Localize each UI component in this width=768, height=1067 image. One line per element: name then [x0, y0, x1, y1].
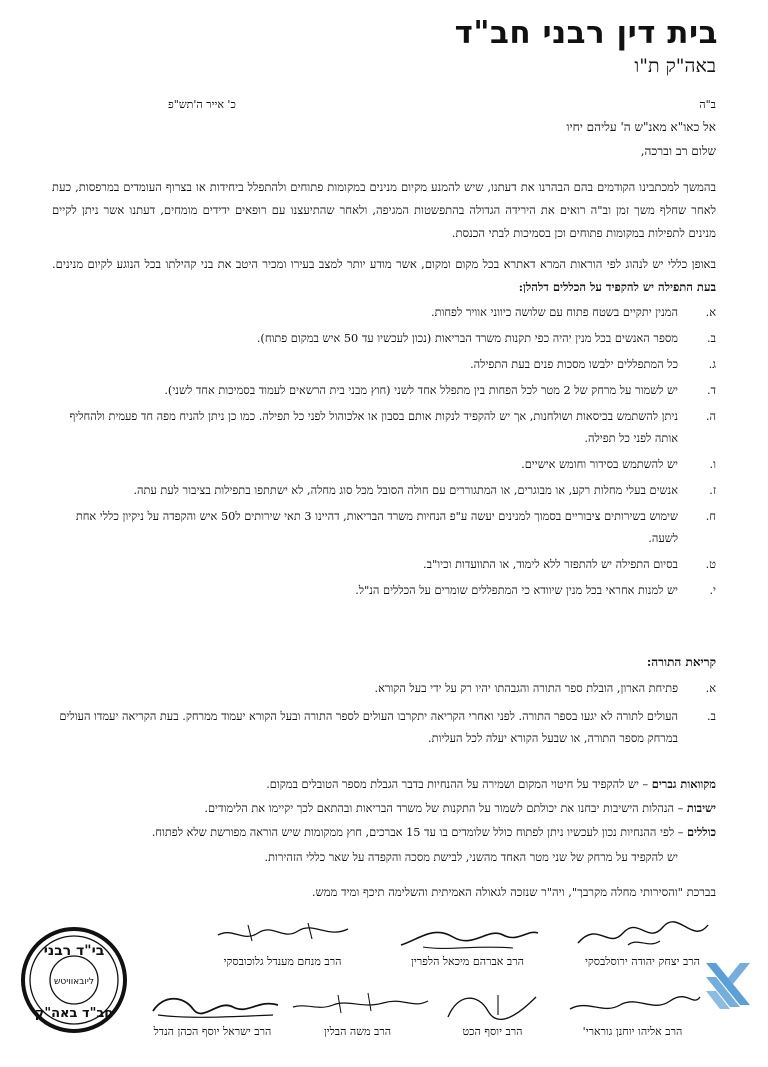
court-stamp — [20, 925, 128, 1035]
rule-text: יש להשתמש בסידור וחומש אישיים. — [521, 458, 678, 471]
rule-mark: ז. — [709, 484, 716, 497]
torah-text: העולים לתורה לא יגעו בספר התורה. לפני ואחרי הקריאה יתקרבו העולים לספר התורה ובעל הקורא יעמוד ממרחק. בעת הקריאה יעמדו העולים במרחק מספר התורה, או שבעל הקורא יעלה לכל העליות. — [59, 710, 678, 745]
rule-text: ניתן להשתמש בכיסאות ושולחנות, אך יש להקפיד לנקות אותם בסבון או אלכוהול לפני כל תפילה. כמו כן ניתן להניח מפה חד פעמית ולהחליף אותה לפני כל תפילה. — [69, 410, 678, 445]
torah-text: פתיחת הארון, הובלת ספר התורה והגבהתו יהיו רק על ידי בעל הקורא. — [374, 682, 678, 695]
general-paragraph-emphasis: בעת התפילה יש להקפיד על הכללים דלהלן: — [518, 280, 716, 294]
signatory-name: הרב משה הבלין — [323, 1025, 392, 1038]
salutation-line: שלום רב וברכה, — [640, 144, 716, 158]
torah-reading-heading: קריאת התורה: — [646, 655, 716, 669]
signatory-name: הרב מנחם מענדל גלוכובסקי — [223, 955, 342, 968]
signatory-name: הרב אברהם מיכאל הלפרין — [411, 955, 524, 968]
closing-blessing: בברכת "והסירותי מחלה מקרבך", ויה"ר שנזכה לגאולה האמיתית והשלימה תיכף ומיד ממש. — [311, 885, 716, 899]
rule-item — [52, 328, 716, 350]
signature-block — [380, 915, 555, 975]
stamp-line2: חב"ד באה"ק — [34, 1006, 114, 1021]
intro-paragraph: בהמשך למכתבינו הקודמים בהם הבהרנו את דעתנו, שיש להמנע מקיום מנינים במקומות פתוחים ולהתפלל ביחידות או בצרוף העומדים במרפסות, כעת לאחר שחלף משך זמן וב"ה רואים את הירידה הגדולה בהתפשטות המגיפה, ולאחר שהתיעצנו עם רופאים ידידים מומחים, דעתנו אשר ניתן לקיים מנינים לתפילות במקומות פתוחים וכן בסמיכות לבתי הכנסת. — [52, 180, 716, 240]
rule-text: יש לשמור על מרחק של 2 מטר לכל הפחות בין מתפלל אחד לשני (חוץ מבני בית הרשאים לעמוד בסמיכות אחד לשני). — [164, 384, 678, 397]
rule-mark: א. — [705, 306, 716, 319]
prayer-rules-list — [52, 302, 716, 606]
letter-date: כ' אייר ה'תש"פ — [168, 98, 236, 111]
handwritten-signature — [558, 985, 708, 1025]
rule-mark: ח. — [705, 510, 716, 523]
addressee-line: אל כאו"א מאנ"ש ה' עליהם יחיו — [566, 120, 716, 134]
signatory-name: הרב אליהו יוחנן גורארי' — [582, 1025, 683, 1038]
torah-reading-list — [52, 678, 716, 756]
letterhead-subtitle: באה"ק ת"ו — [634, 55, 716, 77]
rule-text: כל המתפללים ילבשו מסכות פנים בעת התפילה. — [470, 358, 678, 371]
signatory-name: הרב יצחק יהודה ירוסלבסקי — [584, 955, 701, 968]
rule-text: שימוש בשירותים ציבוריים בסמוך למנינים יעשה ע"פ הנחיות משרד הבריאות, דהיינו 3 תאי שירותים ל50 איש והקפדה על ניקיון כללי אחת לשעה. — [75, 510, 678, 545]
rule-mark: ט. — [705, 558, 716, 571]
stamp-center: ליובאוויטש — [54, 977, 94, 987]
general-paragraph-text: באופן כללי יש לנהוג לפי הוראות המרא דאתרא בכל מקום ומקום, אשר מודע יותר למצב בעירו ומכיר היטב את בני קהילתו בכל הנוגע לקיום מנינים. — [52, 257, 716, 271]
rule-mark: ו. — [709, 458, 716, 471]
rule-item — [52, 354, 716, 376]
rule-item — [52, 454, 716, 476]
kollelim-line — [52, 820, 716, 845]
handwritten-signature — [568, 915, 718, 955]
rule-text: יש למנות אחראי בכל מנין שיוודא כי המתפללים שומרים על הכללים הנ"ל. — [355, 584, 678, 597]
rule-item — [52, 380, 716, 402]
signatory-name: הרב יוסף הכט — [462, 1025, 523, 1038]
torah-item — [52, 706, 716, 750]
rule-item — [52, 480, 716, 502]
signature-block — [125, 985, 300, 1045]
general-paragraph — [52, 253, 716, 299]
handwritten-signature — [393, 915, 543, 955]
kollelim-label: כוללים — [687, 825, 716, 839]
rule-text: בסיום התפילה יש להתפזר ללא לימוד, או התוועדות וכיו"ב. — [423, 558, 678, 571]
mikvaot-line — [52, 772, 716, 797]
signatory-name: הרב ישראל יוסף הכהן הנדל — [153, 1025, 272, 1038]
general-note: יש להקפיד על מרחק של שני מטר האחד מהשני, לבישת מסכה והקפדה על שאר כללי הזהירות. — [264, 851, 678, 864]
rule-text: המנין יתקיים בשטח פתוח עם שלושה כיווני אוויר לפחות. — [431, 306, 678, 319]
handwritten-signature — [283, 985, 433, 1025]
rule-item — [52, 554, 716, 576]
rule-item — [52, 506, 716, 550]
rule-item — [52, 302, 716, 324]
stamp-line1: בי"ד רבני — [43, 943, 105, 959]
rule-text: מספר האנשים בכל מנין יהיה כפי תקנות משרד הבריאות (נכון לעכשיו עד 50 איש במקום פתוח). — [256, 332, 678, 345]
letterhead-title: בית דין רבני חב"ד — [454, 15, 718, 51]
yeshivot-line — [52, 796, 716, 821]
rule-mark: ג. — [708, 358, 716, 371]
signature-block — [195, 915, 370, 975]
rule-mark: י. — [709, 584, 716, 597]
yeshivot-label: ישיבות — [686, 801, 716, 815]
bh-mark: ב"ה — [699, 98, 716, 111]
handwritten-signature — [208, 915, 358, 955]
mikvaot-text: – יש להקפיד על חיטוי המקום ושמירה על ההנחיות בדבר הגבלת מספר הטובלים במקום. — [266, 778, 652, 791]
handwritten-signature — [138, 985, 288, 1025]
torah-mark: א. — [705, 682, 716, 695]
rule-item — [52, 580, 716, 602]
rule-mark: ד. — [706, 384, 716, 397]
kollelim-text: – לפי ההנחיות נכון לעכשיו ניתן לפתוח כולל שלומדים בו עד 15 אברכים, חוץ ממקומות שיש הוראה מפורשת שלא לפתוח. — [151, 826, 687, 839]
rule-mark: ה. — [705, 410, 716, 423]
rule-item — [52, 406, 716, 450]
torah-mark: ב. — [706, 710, 716, 723]
mikvaot-label: מקוואות גברים — [651, 777, 716, 791]
yeshivot-text: – הנהלות הישיבות יבחנו את יכולתם לשמור על התקנות של משרד הבריאות ובהתאם לכך יקיימו את הלימודים. — [204, 802, 687, 815]
rule-text: אנשים בעלי מחלות רקע, או מבוגרים, או המתגוררים עם חולה הסובל מכל סוג מחלה, לא ישתתפו בתפילות בציבור לעת עתה. — [133, 484, 678, 497]
torah-item — [52, 678, 716, 700]
rule-mark: ב. — [706, 332, 716, 345]
publisher-logo-icon — [700, 955, 756, 1015]
